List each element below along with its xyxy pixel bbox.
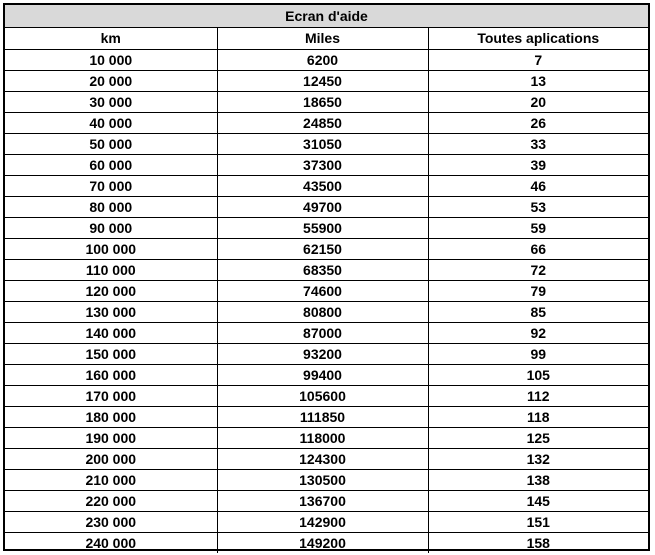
cell-miles: 37300 — [217, 155, 428, 176]
cell-toutes-aplications: 79 — [428, 281, 648, 302]
cell-miles: 118000 — [217, 428, 428, 449]
cell-toutes-aplications: 105 — [428, 365, 648, 386]
cell-km: 120 000 — [5, 281, 217, 302]
cell-km: 200 000 — [5, 449, 217, 470]
cell-toutes-aplications: 72 — [428, 260, 648, 281]
table-row — [5, 134, 648, 155]
table-row — [5, 176, 648, 197]
cell-toutes-aplications: 13 — [428, 71, 648, 92]
table-row — [5, 491, 648, 512]
cell-km: 60 000 — [5, 155, 217, 176]
table-title: Ecran d'aide — [5, 5, 648, 28]
column-header-km: km — [5, 28, 217, 50]
cell-miles: 62150 — [217, 239, 428, 260]
table-row — [5, 260, 648, 281]
table-row — [5, 512, 648, 533]
cell-toutes-aplications: 26 — [428, 113, 648, 134]
table-row — [5, 428, 648, 449]
table-row — [5, 386, 648, 407]
cell-km: 130 000 — [5, 302, 217, 323]
cell-km: 50 000 — [5, 134, 217, 155]
cell-toutes-aplications: 138 — [428, 470, 648, 491]
cell-km: 20 000 — [5, 71, 217, 92]
table-row — [5, 239, 648, 260]
cell-miles: 99400 — [217, 365, 428, 386]
cell-miles: 49700 — [217, 197, 428, 218]
cell-toutes-aplications: 132 — [428, 449, 648, 470]
table-row — [5, 50, 648, 71]
cell-toutes-aplications: 145 — [428, 491, 648, 512]
column-header-toutes-aplications: Toutes aplications — [428, 28, 648, 50]
cell-toutes-aplications: 112 — [428, 386, 648, 407]
cell-miles: 111850 — [217, 407, 428, 428]
table-row — [5, 470, 648, 491]
table-body — [5, 50, 648, 554]
cell-km: 230 000 — [5, 512, 217, 533]
cell-toutes-aplications: 7 — [428, 50, 648, 71]
cell-km: 40 000 — [5, 113, 217, 134]
cell-miles: 68350 — [217, 260, 428, 281]
cell-km: 160 000 — [5, 365, 217, 386]
cell-toutes-aplications: 66 — [428, 239, 648, 260]
table-row — [5, 449, 648, 470]
cell-toutes-aplications: 20 — [428, 92, 648, 113]
cell-toutes-aplications: 92 — [428, 323, 648, 344]
cell-miles: 74600 — [217, 281, 428, 302]
help-table-panel — [3, 3, 650, 551]
column-header-miles: Miles — [217, 28, 428, 50]
cell-miles: 6200 — [217, 50, 428, 71]
table-row — [5, 155, 648, 176]
cell-miles: 87000 — [217, 323, 428, 344]
table-row — [5, 281, 648, 302]
cell-miles: 130500 — [217, 470, 428, 491]
cell-miles: 149200 — [217, 533, 428, 554]
cell-miles: 18650 — [217, 92, 428, 113]
cell-km: 240 000 — [85, 535, 137, 551]
table-row — [5, 302, 648, 323]
cell-toutes-aplications: 99 — [428, 344, 648, 365]
cell-km: 10 000 — [5, 50, 217, 71]
table-row — [5, 92, 648, 113]
cell-miles: 124300 — [217, 449, 428, 470]
cell-km: 140 000 — [5, 323, 217, 344]
cell-miles: 55900 — [217, 218, 428, 239]
cell-toutes-aplications: 39 — [428, 155, 648, 176]
table-row — [5, 407, 648, 428]
table-row — [5, 344, 648, 365]
cell-toutes-aplications: 125 — [428, 428, 648, 449]
cell-miles: 105600 — [217, 386, 428, 407]
table-row — [5, 323, 648, 344]
cell-miles: 43500 — [217, 176, 428, 197]
cell-toutes-aplications: 151 — [428, 512, 648, 533]
cell-km: 150 000 — [5, 344, 217, 365]
cell-km: 110 000 — [5, 260, 217, 281]
cell-km: 80 000 — [5, 197, 217, 218]
conversion-table — [5, 28, 648, 553]
cell-miles: 142900 — [217, 512, 428, 533]
cell-miles: 80800 — [217, 302, 428, 323]
cell-km: 100 000 — [5, 239, 217, 260]
table-row — [5, 365, 648, 386]
table-row — [5, 113, 648, 134]
cell-km: 30 000 — [5, 92, 217, 113]
cell-km: 170 000 — [5, 386, 217, 407]
cell-km: 210 000 — [5, 470, 217, 491]
cell-km: 180 000 — [5, 407, 217, 428]
header-row — [5, 28, 648, 50]
cell-miles: 136700 — [217, 491, 428, 512]
cell-toutes-aplications: 33 — [428, 134, 648, 155]
table-row — [5, 533, 648, 554]
cell-km: 220 000 — [5, 491, 217, 512]
cell-km: 70 000 — [5, 176, 217, 197]
cell-toutes-aplications: 46 — [428, 176, 648, 197]
cell-km: 190 000 — [5, 428, 217, 449]
cell-toutes-aplications: 53 — [428, 197, 648, 218]
table-row — [5, 71, 648, 92]
cell-toutes-aplications: 118 — [428, 407, 648, 428]
cell-toutes-aplications: 59 — [428, 218, 648, 239]
cell-miles: 24850 — [217, 113, 428, 134]
table-row — [5, 218, 648, 239]
cell-toutes-aplications: 85 — [428, 302, 648, 323]
cell-km: 90 000 — [5, 218, 217, 239]
cell-miles: 12450 — [217, 71, 428, 92]
cell-toutes-aplications: 158 — [428, 533, 648, 554]
cell-miles: 31050 — [217, 134, 428, 155]
cell-miles: 93200 — [217, 344, 428, 365]
table-row — [5, 197, 648, 218]
